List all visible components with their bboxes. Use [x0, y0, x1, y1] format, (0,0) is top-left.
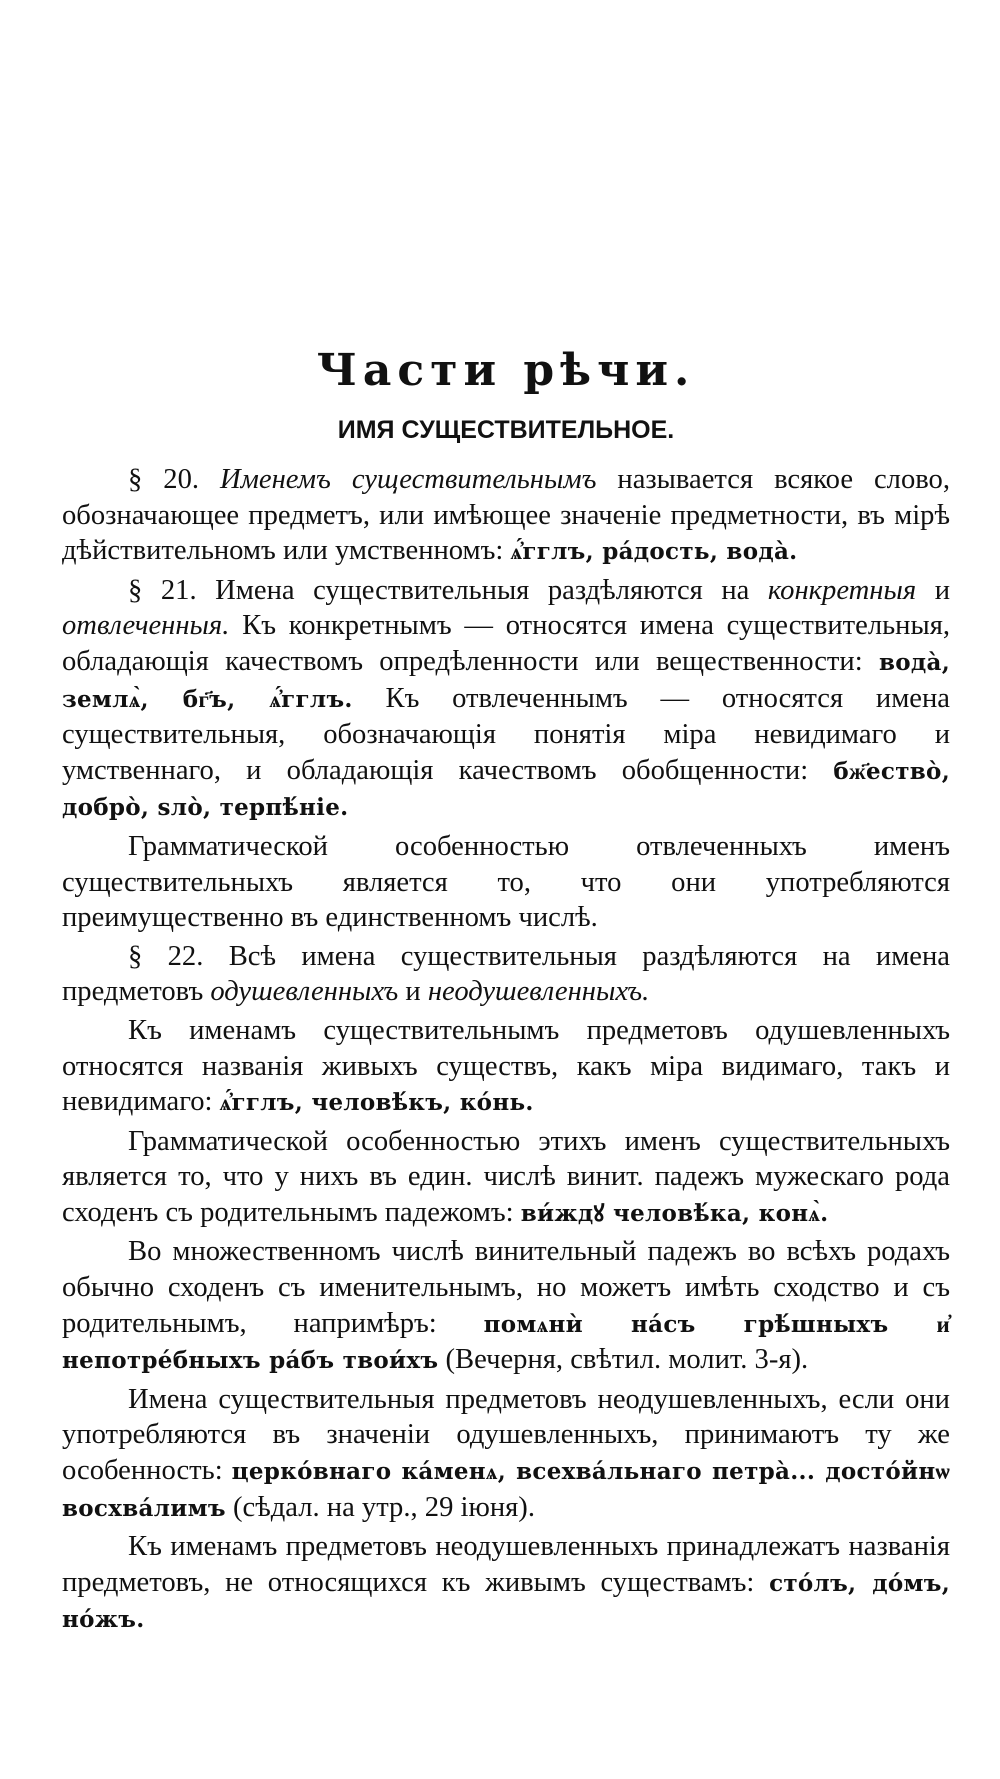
italic-term: отвлеченныя.: [62, 610, 230, 642]
text-segment: Къ именамъ существительнымъ предметовъ одушевленныхъ относятся названія живыхъ существъ, какъ міра видимаго, такъ и невидимаго:: [62, 1014, 950, 1118]
church-slavonic-example: помѧнѝ на́съ грѣ́шныхъ и҆ непотре́бныхъ ра́бъ твои́хъ: [62, 1310, 950, 1375]
italic-term: конкретныя: [767, 574, 917, 606]
paragraph-p22b: [62, 1013, 950, 1121]
paragraph-p22: [62, 939, 950, 1010]
paragraph-p21b: [62, 829, 950, 936]
text-segment: § 21. Имена существительныя раздѣляются на: [128, 574, 768, 606]
church-slavonic-example: сто́лъ, до́мъ, но́жъ.: [62, 1569, 950, 1634]
page-content: [62, 340, 950, 1641]
text-segment: и: [398, 976, 428, 1008]
church-slavonic-example: вода̀, землѧ̀, бг҃ъ, ѧ҆́гглъ.: [62, 648, 950, 713]
text-segment: § 22. Всѣ имена существительныя раздѣляются на имена предметовъ: [62, 940, 950, 1008]
church-slavonic-example: ви́ждꙋ человѣ́ка, конѧ̀.: [520, 1199, 829, 1227]
paragraph-p22d: [62, 1234, 950, 1378]
text-segment: Имена существительныя предметовъ неодушевленныхъ, если они употребляются въ значеніи одушевленныхъ, принимаютъ ту же особенность:: [62, 1383, 950, 1487]
paragraph-p20: [62, 462, 950, 570]
church-slavonic-example: бж҃ество̀, добро̀, ѕло̀, терпѣ́ніе.: [62, 757, 950, 822]
text-segment: (сѣдал. на утр., 29 іюня).: [225, 1491, 535, 1523]
page-title: Части рѣчи.: [316, 345, 696, 396]
text-segment: называется всякое слово, обозначающее предметъ, или имѣющее значеніе предметности, въ мірѣ дѣйствительномъ или умственномъ:: [62, 464, 951, 567]
italic-term: Именемъ существительнымъ: [220, 464, 597, 495]
text-segment: Къ конкретнымъ — относятся имена существительныя, обладающія качествомъ опредѣленности или вещественности:: [62, 610, 950, 677]
paragraph-p22e: [62, 1382, 950, 1526]
text-segment: § 20.: [128, 464, 220, 495]
italic-term: неодушевленныхъ.: [427, 976, 650, 1008]
text-segment: Во множественномъ числѣ винительный падежъ во всѣхъ родахъ обычно сходенъ съ именительнымъ, но можетъ имѣть сходство и съ родительнымъ, напримѣръ:: [62, 1236, 950, 1339]
text-segment: Грамматической особенностью отвлеченныхъ именъ существительныхъ является то, что они употребляются преимущественно въ единственномъ числѣ.: [62, 830, 950, 934]
church-slavonic-example: ѧ҆́гглъ, человѣ́къ, ко́нь.: [219, 1089, 534, 1117]
text-segment: Къ именамъ предметовъ неодушевленныхъ принадлежатъ названія предметовъ, не относящихся къ живымъ существамъ:: [62, 1531, 950, 1598]
church-slavonic-example: ѧ҆́гглъ, ра́дость, вода̀.: [510, 538, 798, 566]
paragraph-p21: [62, 573, 950, 826]
body-text: [62, 462, 950, 1638]
text-segment: Къ отвлеченнымъ — относятся имена существительныя, обозначающія понятія міра невидимаго и умственнаго, и обладающія качествомъ обобщенности:: [62, 682, 950, 786]
church-slavonic-example: церко́внаго ка́менѧ, всехва́льнаго петра̀... досто́йнѡ восхва́лимъ: [62, 1458, 951, 1522]
text-segment: Грамматической особенностью этихъ именъ существительныхъ является то, что у нихъ въ един. числѣ винит. падежъ мужескаго рода сходенъ съ родительнымъ падежомъ:: [62, 1125, 950, 1228]
italic-term: одушевленныхъ: [210, 976, 399, 1008]
paragraph-p22c: [62, 1124, 950, 1232]
text-segment: (Вечерня, свѣтил. молит. 3-я).: [438, 1344, 809, 1376]
section-subtitle: ИМЯ СУЩЕСТВИТЕЛЬНОЕ.: [337, 416, 675, 444]
paragraph-p22f: [62, 1529, 950, 1638]
text-segment: и: [916, 574, 950, 606]
